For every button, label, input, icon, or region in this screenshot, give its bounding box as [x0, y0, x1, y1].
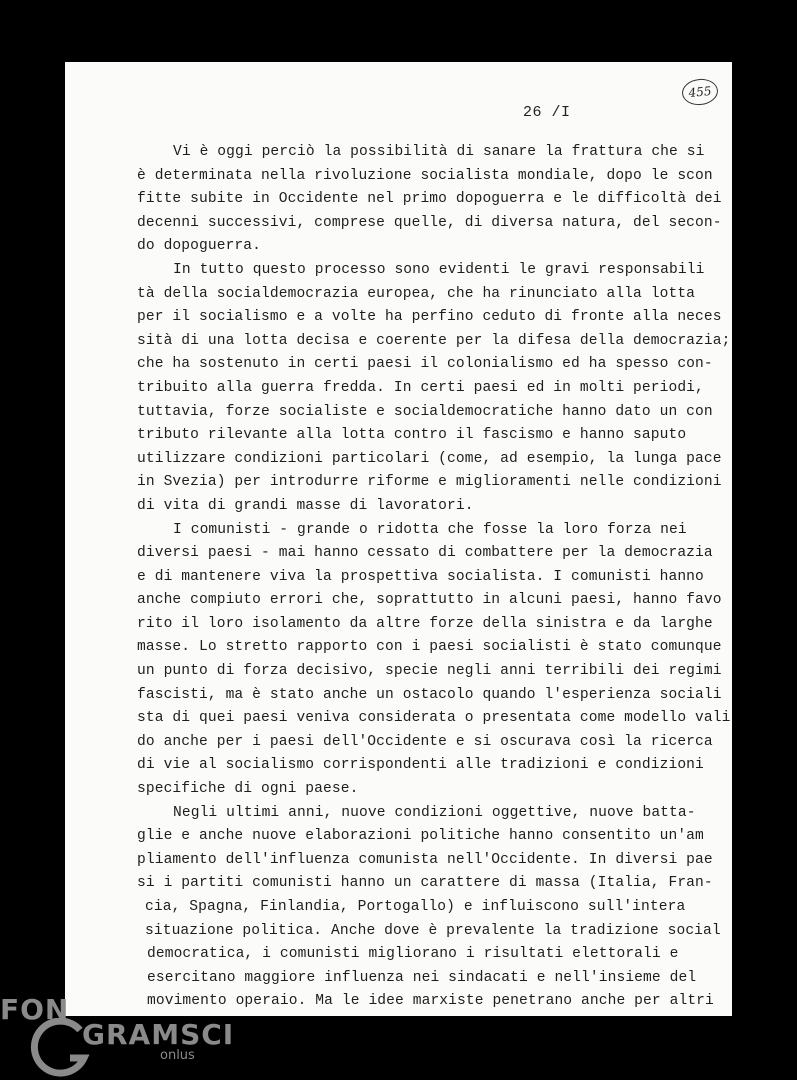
- text-line: esercitano maggiore influenza nei sindacati e nell'insieme del: [147, 969, 697, 986]
- text-line: decenni successivi, comprese quelle, di diversa natura, del secon-: [137, 214, 722, 231]
- text-line: situazione politica. Anche dove è prevalente la tradizione social: [145, 922, 721, 939]
- text-line: democratica, i comunisti migliorano i risultati elettorali e: [147, 946, 679, 963]
- text-line: specifiche di ogni paese.: [137, 781, 359, 798]
- text-line: è determinata nella rivoluzione socialista mondiale, dopo le scon: [137, 167, 713, 184]
- text-line: sta di quei paesi veniva considerata o presentata come modello vali: [137, 710, 731, 727]
- fondazione-gramsci-watermark: [0, 990, 240, 1080]
- text-line: movimento operaio. Ma le idee marxiste penetrano anche per altri: [147, 993, 714, 1010]
- text-line: tribuito alla guerra fredda. In certi paesi ed in molti periodi,: [137, 379, 704, 396]
- text-line: pliamento dell'influenza comunista nell'Occidente. In diversi pae: [137, 851, 713, 868]
- text-line: fascisti, ma è stato anche un ostacolo quando l'esperienza sociali: [137, 686, 722, 703]
- text-line: di vie al socialismo corrispondenti alle tradizioni e condizioni: [137, 757, 704, 774]
- text-line: glie e anche nuove elaborazioni politiche hanno consentito un'am: [137, 828, 704, 845]
- text-line: diversi paesi - mai hanno cessato di combattere per la democrazia: [137, 545, 713, 562]
- archive-stamp-number: 455: [687, 83, 713, 101]
- text-line: In tutto questo processo sono evidenti le gravi responsabili: [173, 261, 705, 278]
- text-line: sità di una lotta decisa e coerente per la difesa della democrazia;: [137, 332, 731, 349]
- text-line: Negli ultimi anni, nuove condizioni oggettive, nuove batta-: [173, 804, 696, 821]
- archive-stamp: [681, 77, 720, 107]
- text-line: tà della socialdemocrazia europea, che ha rinunciato alla lotta: [137, 285, 696, 302]
- text-line: e di mantenere viva la prospettiva socialista. I comunisti hanno: [137, 568, 704, 585]
- text-line: un punto di forza decisivo, specie negli anni terribili dei regimi: [137, 663, 722, 680]
- watermark-gramsci: GRAMSCI: [82, 1018, 235, 1051]
- text-line: anche compiuto errori che, soprattutto in alcuni paesi, hanno favo: [137, 592, 722, 609]
- text-line: Vi è oggi perciò la possibilità di sanare la frattura che si: [173, 144, 705, 160]
- text-line: per il socialismo e a volte ha perfino ceduto di fronte alla neces: [137, 309, 722, 326]
- text-line: tributo rilevante alla lotta contro il fascismo e hanno saputo: [137, 427, 687, 444]
- text-line: cia, Spagna, Finlandia, Portogallo) e influiscono sull'intera: [145, 899, 686, 915]
- text-line: do anche per i paesi dell'Occidente e si oscurava così la ricerca: [137, 733, 713, 750]
- text-line: che ha sostenuto in certi paesi il colonialismo ed ha spesso con-: [137, 356, 713, 373]
- document-page: [65, 62, 732, 1016]
- watermark-g-arc-icon: [30, 1018, 90, 1078]
- text-line: I comunisti - grande o ridotta che fosse la loro forza nei: [173, 521, 687, 538]
- text-line: tuttavia, forze socialiste e socialdemocratiche hanno dato un con: [137, 403, 713, 420]
- text-line: si i partiti comunisti hanno un carattere di massa (Italia, Fran-: [137, 875, 713, 892]
- page-number: 26 /I: [523, 104, 571, 121]
- text-line: di vita di grandi masse di lavoratori.: [137, 497, 474, 514]
- text-line: rito il loro isolamento da altre forze della sinistra e da larghe: [137, 615, 713, 632]
- text-line: do dopoguerra.: [137, 238, 262, 255]
- watermark-fon: FON: [0, 993, 70, 1026]
- text-line: fitte subite in Occidente nel primo dopoguerra e le difficoltà dei: [137, 191, 722, 208]
- text-line: masse. Lo stretto rapporto con i paesi socialisti è stato comunque: [137, 639, 722, 656]
- typewritten-text: [137, 141, 731, 1014]
- text-line: in Svezia) per introdurre riforme e miglioramenti nelle condizioni: [137, 474, 722, 491]
- watermark-onlus: onlus: [160, 1048, 195, 1063]
- text-line: utilizzare condizioni particolari (come, ad esempio, la lunga pace: [137, 450, 722, 467]
